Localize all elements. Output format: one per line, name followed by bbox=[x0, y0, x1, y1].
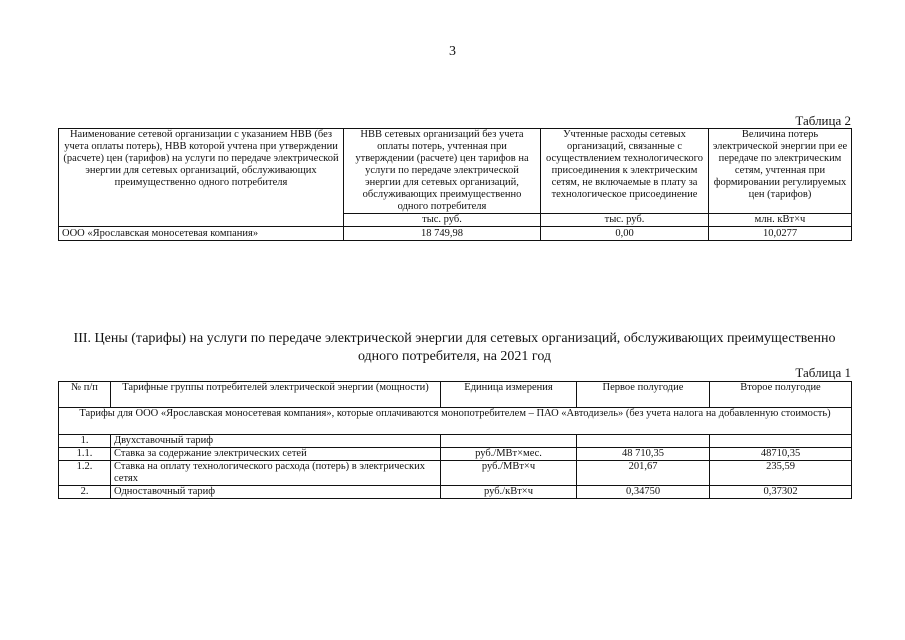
row-h1 bbox=[577, 435, 710, 448]
table2-unit: тыс. руб. bbox=[541, 214, 709, 227]
row-num: 1. bbox=[59, 435, 111, 448]
table-row bbox=[59, 448, 852, 461]
table2-unit: млн. кВт×ч bbox=[709, 214, 852, 227]
row-num: 1.2. bbox=[59, 461, 111, 486]
table1-caption: Таблица 1 bbox=[795, 365, 851, 380]
row-h2 bbox=[710, 435, 852, 448]
row-unit: руб./кВт×ч bbox=[441, 486, 577, 499]
table2-unit: тыс. руб. bbox=[344, 214, 541, 227]
table2-header-tech: Учтенные расходы сетевых организаций, связанные с осуществлением технологического присоединения к электрическим сетям, не включаемые в плату за технологическое присоединение bbox=[541, 129, 709, 214]
table1-header-num: № п/п bbox=[59, 382, 111, 408]
row-h1: 0,34750 bbox=[577, 486, 710, 499]
table2-nvv-value: 18 749,98 bbox=[344, 227, 541, 241]
table1-header-h2: Второе полугодие bbox=[710, 382, 852, 408]
row-unit: руб./МВт×мес. bbox=[441, 448, 577, 461]
table1-header-group: Тарифные группы потребителей электрической энергии (мощности) bbox=[111, 382, 441, 408]
table2-caption: Таблица 2 bbox=[795, 113, 851, 128]
row-unit bbox=[441, 435, 577, 448]
row-name: Ставка на оплату технологического расхода (потерь) в электрических сетях bbox=[111, 461, 441, 486]
row-num: 1.1. bbox=[59, 448, 111, 461]
row-h2: 48710,35 bbox=[710, 448, 852, 461]
table-2 bbox=[58, 128, 852, 241]
table2-org-name: ООО «Ярославская моносетевая компания» bbox=[59, 227, 344, 241]
table2-header-losses: Величина потерь электрической энергии при ее передаче по электрическим сетям, учтенная при формировании регулируемых цен (тарифов) bbox=[709, 129, 852, 214]
section-title: III. Цены (тарифы) на услуги по передаче электрической энергии для сетевых организаций, обслуживающих преимущественно одного потребителя, на 2021 год bbox=[73, 331, 836, 364]
row-name: Двухставочный тариф bbox=[111, 435, 441, 448]
page-number: 3 bbox=[449, 44, 456, 59]
table2-losses-value: 10,0277 bbox=[709, 227, 852, 241]
row-h1: 48 710,35 bbox=[577, 448, 710, 461]
table2-header-org: Наименование сетевой организации с указанием НВВ (без учета оплаты потерь), НВВ которой учтена при утверждении (расчете) цен (тарифов) на услуги по передаче электрической энергии для сетевых организаций, обслуживающих преимущественно одного потребителя bbox=[59, 129, 344, 227]
table1-header-unit: Единица измерения bbox=[441, 382, 577, 408]
table2-tech-value: 0,00 bbox=[541, 227, 709, 241]
table-row bbox=[59, 486, 852, 499]
table-1 bbox=[58, 381, 852, 499]
table1-merged-row: Тарифы для ООО «Ярославская моносетевая компания», которые оплачиваются монопотребителем – ПАО «Автодизель» (без учета налога на добавленную стоимость) bbox=[59, 408, 852, 435]
row-h1: 201,67 bbox=[577, 461, 710, 486]
table1-header-h1: Первое полугодие bbox=[577, 382, 710, 408]
table2-header-nvv: НВВ сетевых организаций без учета оплаты потерь, учтенная при утверждении (расчете) цен тарифов на услуги по передаче электрической энергии для сетевых организаций, обслуживающих преимущественно одного потребителя bbox=[344, 129, 541, 214]
row-h2: 0,37302 bbox=[710, 486, 852, 499]
row-num: 2. bbox=[59, 486, 111, 499]
row-name: Одноставочный тариф bbox=[111, 486, 441, 499]
row-name: Ставка за содержание электрических сетей bbox=[111, 448, 441, 461]
table-row bbox=[59, 461, 852, 486]
row-unit: руб./МВт×ч bbox=[441, 461, 577, 486]
table-row bbox=[59, 435, 852, 448]
row-h2: 235,59 bbox=[710, 461, 852, 486]
